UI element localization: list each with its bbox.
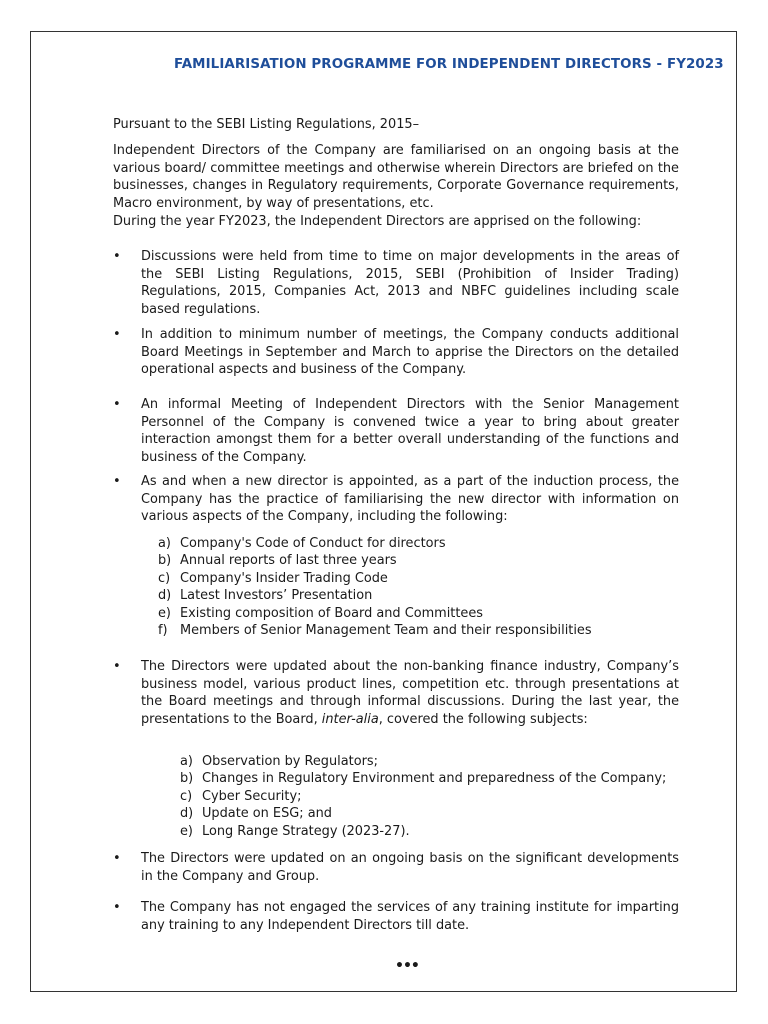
presentation-item: a) Observation by Regulators; bbox=[180, 754, 378, 769]
bullet-icon: • bbox=[113, 397, 121, 412]
end-mark: ••• bbox=[395, 958, 419, 974]
induction-item: a) Company's Code of Conduct for directors bbox=[158, 536, 446, 551]
bullet-icon: • bbox=[113, 900, 121, 915]
induction-item: e) Existing composition of Board and Committees bbox=[158, 606, 483, 621]
bullet-icon: • bbox=[113, 474, 121, 489]
bullet-text: In addition to minimum number of meetings, the Company conducts additional Board Meetings in September and March to apprise the Directors on the detailed operational aspects and business of the Company. bbox=[141, 327, 679, 378]
presentation-item: c) Cyber Security; bbox=[180, 789, 302, 804]
induction-item: c) Company's Insider Trading Code bbox=[158, 571, 388, 586]
induction-item: f) Members of Senior Management Team and their responsibilities bbox=[158, 623, 592, 638]
bullet-text: As and when a new director is appointed, as a part of the induction process, the Company has the practice of familiarising the new director with information on various aspects of the Company, including the following: bbox=[141, 474, 679, 525]
presentation-item: b) Changes in Regulatory Environment and preparedness of the Company; bbox=[180, 771, 667, 786]
italic-term: inter-alia bbox=[321, 711, 379, 727]
apprised-paragraph: During the year FY2023, the Independent Directors are apprised on the following: bbox=[113, 214, 642, 229]
bullet-icon: • bbox=[113, 659, 121, 674]
bullet-text: The Directors were updated on an ongoing basis on the significant developments in the Company and Group. bbox=[141, 851, 679, 884]
bullet-icon: • bbox=[113, 327, 121, 342]
bullet-icon: • bbox=[113, 249, 121, 264]
bullet-text: An informal Meeting of Independent Directors with the Senior Management Personnel of the Company is convened twice a year to bring about greater interaction amongst them for a better overall understanding of the functions and business of the Company. bbox=[141, 397, 679, 465]
bullet-text: The Company has not engaged the services of any training institute for imparting any training to any Independent Directors till date. bbox=[141, 900, 679, 933]
intro-paragraph: Independent Directors of the Company are familiarised on an ongoing basis at the various board/ committee meetings and otherwise wherein Directors are briefed on the businesses, changes in Regulatory requirements, Corporate Governance requirements, Macro environment, by way of presentations, etc. bbox=[113, 143, 679, 211]
bullet-icon: • bbox=[113, 851, 121, 866]
intro-line: Pursuant to the SEBI Listing Regulations, 2015– bbox=[113, 117, 420, 132]
presentation-item: e) Long Range Strategy (2023-27). bbox=[180, 824, 410, 839]
induction-item: d) Latest Investors’ Presentation bbox=[158, 588, 373, 603]
presentation-item: d) Update on ESG; and bbox=[180, 806, 332, 821]
document-title: FAMILIARISATION PROGRAMME FOR INDEPENDENT DIRECTORS - FY2023 bbox=[174, 57, 724, 72]
bullet-text: The Directors were updated about the non-banking finance industry, Company’s business model, various product lines, competition etc. through presentations at the Board meetings and through informal discussions. During the last year, the presentations to the Board, inter-alia, covered the following subjects: bbox=[141, 659, 679, 727]
induction-item: b) Annual reports of last three years bbox=[158, 553, 397, 568]
bullet-text: Discussions were held from time to time on major developments in the areas of the SEBI Listing Regulations, 2015, SEBI (Prohibition of Insider Trading) Regulations, 2015, Companies Act, 2013 and NBFC guidelines including scale based regulations. bbox=[141, 249, 679, 317]
